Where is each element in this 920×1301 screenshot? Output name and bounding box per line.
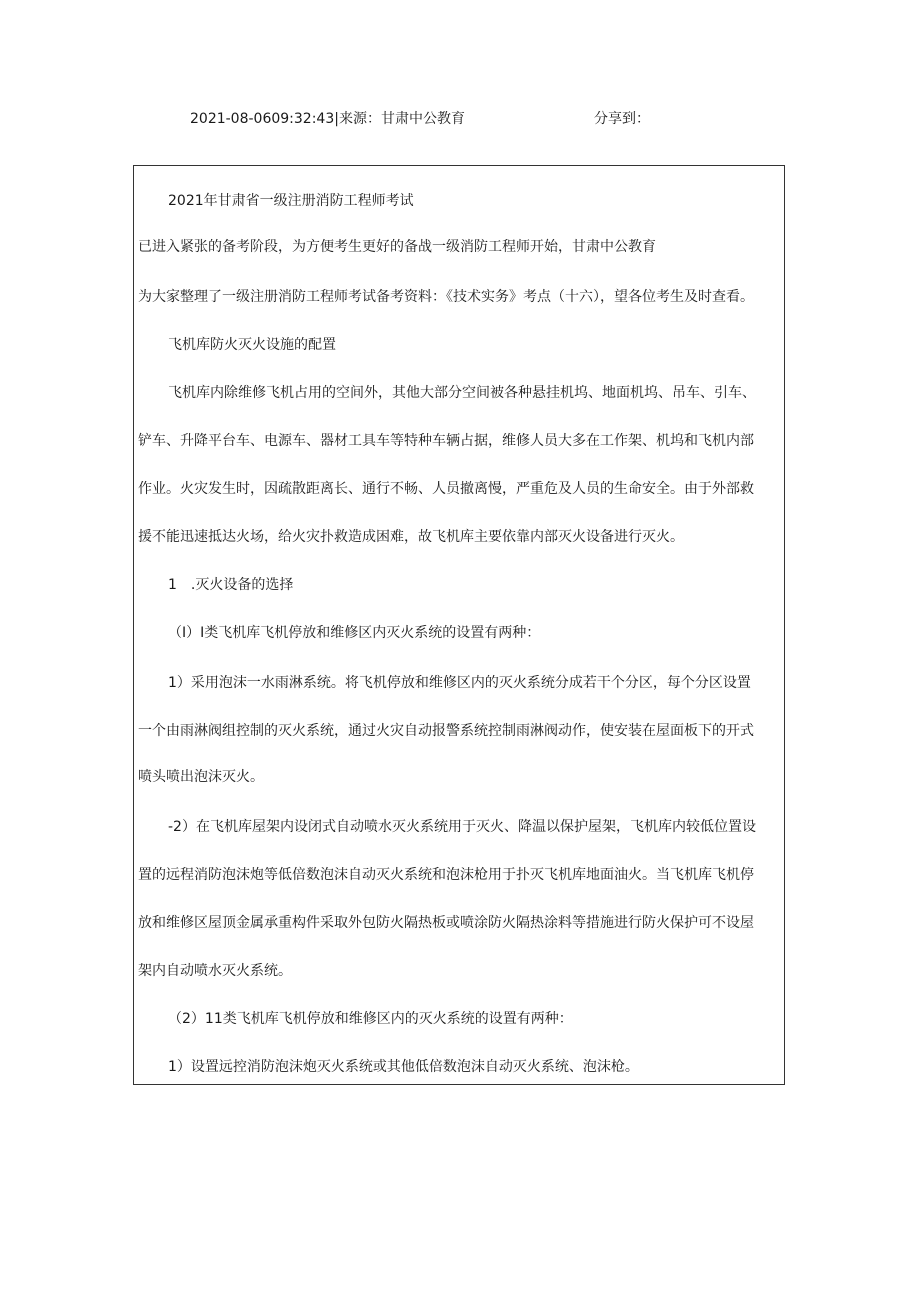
paragraph-line: 为大家整理了一级注册消防工程师考试备考资料：《技术实务》考点（十六），望各位考生及时查看。	[138, 289, 754, 305]
paragraph-line: （I）I类飞机库飞机停放和维修区内灭火系统的设置有两种：	[168, 625, 541, 641]
paragraph-line: 置的远程消防泡沫炮等低倍数泡沫自动灭火系统和泡沫枪用于扑灭飞机库地面油火。当飞机库飞机停	[138, 867, 754, 883]
paragraph-line: 飞机库内除维修飞机占用的空间外，其他大部分空间被各种悬挂机坞、地面机坞、吊车、引车、	[168, 385, 756, 401]
subsection-heading: 1 .灭火设备的选择	[168, 577, 294, 593]
paragraph-line: 1）采用泡沫一水雨淋系统。将飞机停放和维修区内的灭火系统分成若干个分区，每个分区设置	[168, 675, 751, 691]
paragraph-line: 已进入紧张的备考阶段，为方便考生更好的备战一级消防工程师开始，甘肃中公教育	[138, 239, 656, 255]
paragraph-line: 1）设置远控消防泡沫炮灭火系统或其他低倍数泡沫自动灭火系统、泡沫枪。	[168, 1059, 639, 1075]
article-content-box	[133, 165, 785, 1085]
paragraph-line: 作业。火灾发生时，因疏散距离长、通行不畅、人员撤离慢，严重危及人员的生命安全。由于外部救	[138, 481, 754, 497]
paragraph-line: -2）在飞机库屋架内设闭式自动喷水灭火系统用于灭火、降温以保护屋架，飞机库内较低位置设	[168, 819, 756, 835]
paragraph-line: 援不能迅速抵达火场，给火灾扑救造成困难，故飞机库主要依靠内部灭火设备进行灭火。	[138, 529, 684, 545]
share-label[interactable]: 分享到：	[594, 111, 650, 127]
paragraph-line: 铲车、升降平台车、电源车、器材工具车等特种车辆占据，维修人员大多在工作架、机坞和飞机内部	[138, 433, 754, 449]
paragraph-line: 放和维修区屋顶金属承重构件采取外包防火隔热板或喷涂防火隔热涂料等措施进行防火保护可不设屋	[138, 915, 754, 931]
paragraph-line: 架内自动喷水灭火系统。	[138, 963, 292, 979]
section-heading: 飞机库防火灭火设施的配置	[168, 337, 336, 353]
paragraph-line: 2021年甘肃省一级注册消防工程师考试	[168, 193, 414, 209]
paragraph-line: 一个由雨淋阀组控制的灭火系统，通过火灾自动报警系统控制雨淋阀动作，使安装在屋面板下的开式	[138, 723, 754, 739]
article-meta: 2021-08-0609:32:43|来源：甘肃中公教育	[190, 111, 465, 127]
paragraph-line: （2）11类飞机库飞机停放和维修区内的灭火系统的设置有两种：	[168, 1011, 573, 1027]
paragraph-line: 喷头喷出泡沫灭火。	[138, 769, 264, 785]
